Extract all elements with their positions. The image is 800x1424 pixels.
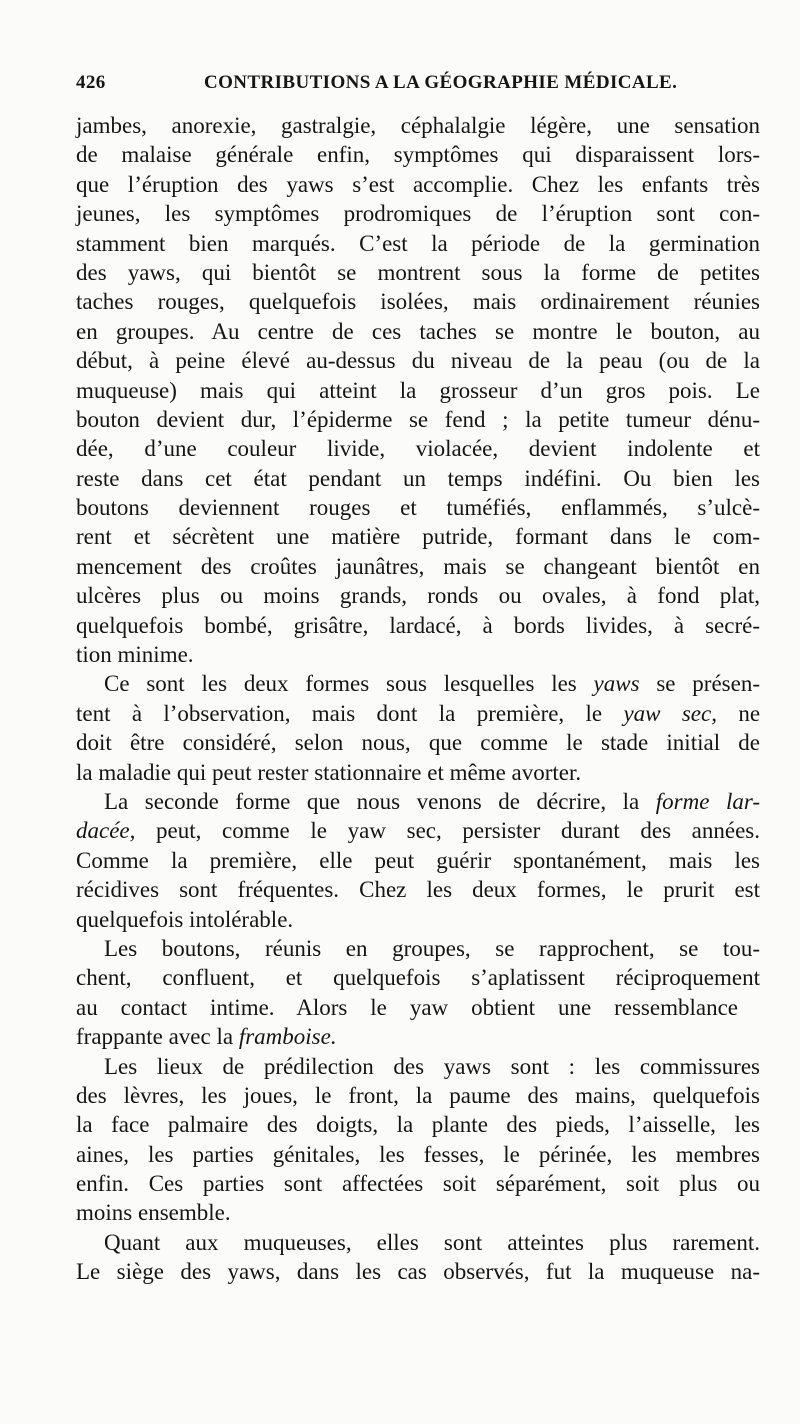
text-segment: se présen-: [656, 671, 760, 697]
text-line: la face palmaire des doigts, la plante des pieds, l’aisselle, les: [76, 1112, 760, 1138]
page-number: 426: [76, 72, 106, 93]
text-line: quelquefois bombé, grisâtre, lardacé, à bords livides, à secré-: [76, 612, 760, 638]
text-line: des lèvres, les joues, le front, la paume des mains, quelquefois: [76, 1082, 760, 1108]
italic-term: yaw sec,: [623, 700, 717, 726]
text-line: rent et sécrètent une matière putride, formant dans le com-: [76, 524, 760, 550]
text-segment: Ce sont les deux formes sous lesquelles les: [104, 671, 577, 697]
text-line: ulcères plus ou moins grands, ronds ou ovales, à fond plat,: [76, 583, 760, 609]
text-line: Quant aux muqueuses, elles sont atteintes plus rarement.: [104, 1229, 760, 1255]
text-segment: La seconde forme que nous venons de décrire, la: [104, 788, 640, 814]
text-line: doit être considéré, selon nous, que comme le stade initial de: [76, 730, 760, 756]
text-line: des yaws, qui bientôt se montrent sous la forme de petites: [76, 259, 760, 285]
italic-term: forme lar-: [655, 788, 761, 814]
italic-term: dacée,: [76, 818, 136, 844]
text-line: au contact intime. Alors le yaw obtient une ressemblance: [76, 994, 738, 1020]
text-line: chent, confluent, et quelquefois s’aplatissent réciproquement: [76, 965, 760, 991]
text-line: enfin. Ces parties sont affectées soit séparément, soit plus ou: [76, 1171, 760, 1197]
text-segment: tent à l’observation, mais dont la première, le: [76, 700, 603, 726]
text-line: jambes, anorexie, gastralgie, céphalalgie légère, une sensation: [76, 113, 760, 138]
text-line: la maladie qui peut rester stationnaire et même avorter.: [76, 759, 582, 785]
text-line: bouton devient dur, l’épiderme se fend ; la petite tumeur dénu-: [76, 406, 760, 432]
text-line: Comme la première, elle peut guérir spontanément, mais les: [76, 847, 760, 873]
text-line: [76, 669, 760, 698]
text-line: [76, 699, 760, 728]
text-line: [76, 816, 760, 845]
running-title: CONTRIBUTIONS A LA GÉOGRAPHIE MÉDICALE.: [204, 72, 678, 93]
text-segment: frappante avec la: [76, 1024, 234, 1050]
text-line: [76, 787, 760, 816]
text-line: de malaise générale enfin, symptômes qui disparaissent lors-: [76, 142, 760, 168]
text-line: début, à peine élevé au-dessus du niveau de la peau (ou de la: [76, 348, 760, 374]
text-line: mencement des croûtes jaunâtres, mais se changeant bientôt en: [76, 553, 760, 579]
text-line: moins ensemble.: [76, 1200, 231, 1226]
text-line: aines, les parties génitales, les fesses, le périnée, les membres: [76, 1141, 760, 1167]
text-line: en groupes. Au centre de ces taches se montre le bouton, au: [76, 318, 760, 344]
text-line: reste dans cet état pendant un temps indéfini. Ou bien les: [76, 465, 760, 491]
text-line: [76, 1022, 760, 1051]
text-line: jeunes, les symptômes prodromiques de l’éruption sont con-: [76, 201, 760, 227]
italic-term: framboise.: [238, 1024, 337, 1050]
text-line: quelquefois intolérable.: [76, 906, 294, 932]
text-line: récidives sont fréquentes. Chez les deux formes, le prurit est: [76, 877, 760, 903]
text-line: tion minime.: [76, 642, 194, 668]
text-segment: peut, comme le yaw sec, persister durant des années.: [156, 818, 760, 844]
text-segment: ne: [738, 700, 761, 726]
text-line: boutons deviennent rouges et tuméfiés, enflammés, s’ulcè-: [76, 495, 760, 521]
text-line: Les lieux de prédilection des yaws sont : les commissures: [104, 1053, 760, 1079]
text-line: muqueuse) mais qui atteint la grosseur d’un gros pois. Le: [76, 377, 760, 403]
text-line: Les boutons, réunis en groupes, se rapprochent, se tou-: [104, 935, 760, 961]
body-text: [76, 111, 760, 1287]
text-line: stamment bien marqués. C’est la période de la germination: [76, 230, 760, 256]
text-line: taches rouges, quelquefois isolées, mais ordinairement réunies: [76, 289, 760, 315]
italic-term: yaws: [593, 671, 640, 697]
text-line: que l’éruption des yaws s’est accomplie. Chez les enfants très: [76, 171, 760, 197]
text-line: Le siège des yaws, dans les cas observés, fut la muqueuse na-: [76, 1259, 760, 1285]
text-line: dée, d’une couleur livide, violacée, devient indolente et: [76, 436, 760, 462]
